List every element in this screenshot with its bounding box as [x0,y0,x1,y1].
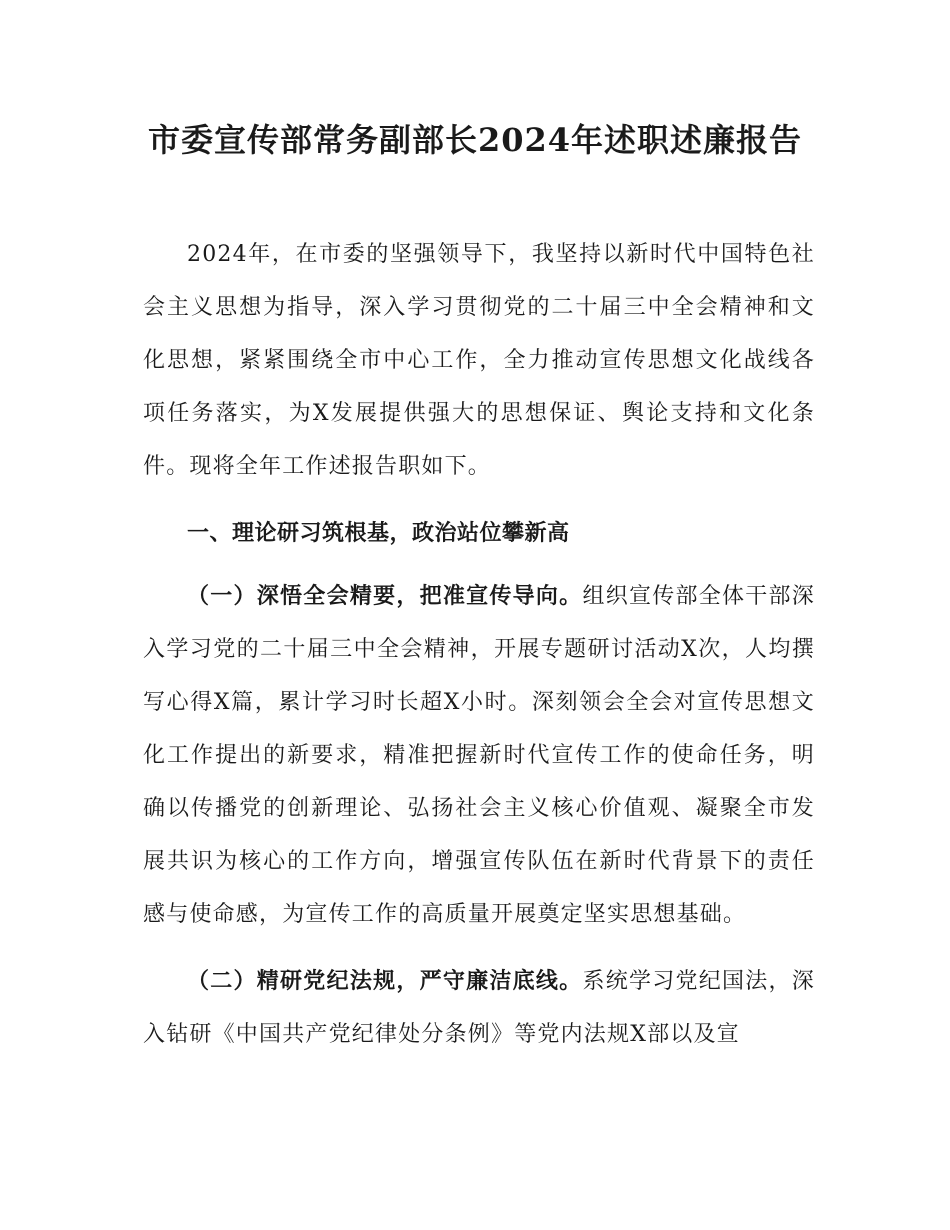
document-body [143,228,815,1061]
section-heading-1: 一、理论研习筑根基，政治站位攀新高 [187,521,570,546]
document-title: 市委宣传部常务副部长2024年述职述廉报告 [147,121,803,159]
item-text-1: 组织宣传部全体干部深入学习党的二十届三中全会精神，开展专题研讨活动X次，人均撰写心得X篇，累计学习时长超X小时。深刻领会全会对宣传思想文化工作提出的新要求，精准把握新时代宣传工作的使命任务，明确以传播党的创新理论、弘扬社会主义核心价值观、凝聚全市发展共识为核心的工作方向，增强宣传队伍在新时代背景下的责任感与使命感，为宣传工作的高质量开展奠定坚实思想基础。 [143,584,815,927]
item-paragraph-2 [143,955,815,1061]
item-paragraph-1 [143,570,815,941]
item-lead-2: （二）精研党纪法规，严守廉洁底线。 [187,969,583,994]
intro-paragraph: 2024年，在市委的坚强领导下，我坚持以新时代中国特色社会主义思想为指导，深入学习贯彻党的二十届三中全会精神和文化思想，紧紧围绕全市中心工作，全力推动宣传思想文化战线各项任务落实，为X发展提供强大的思想保证、舆论支持和文化条件。现将全年工作述报告职如下。 [143,242,815,479]
item-lead-1: （一）深悟全会精要，把准宣传导向。 [187,584,583,609]
item-text-2: 系统学习党纪国法，深入钻研《中国共产党纪律处分条例》等党内法规X部以及宣 [143,969,815,1047]
